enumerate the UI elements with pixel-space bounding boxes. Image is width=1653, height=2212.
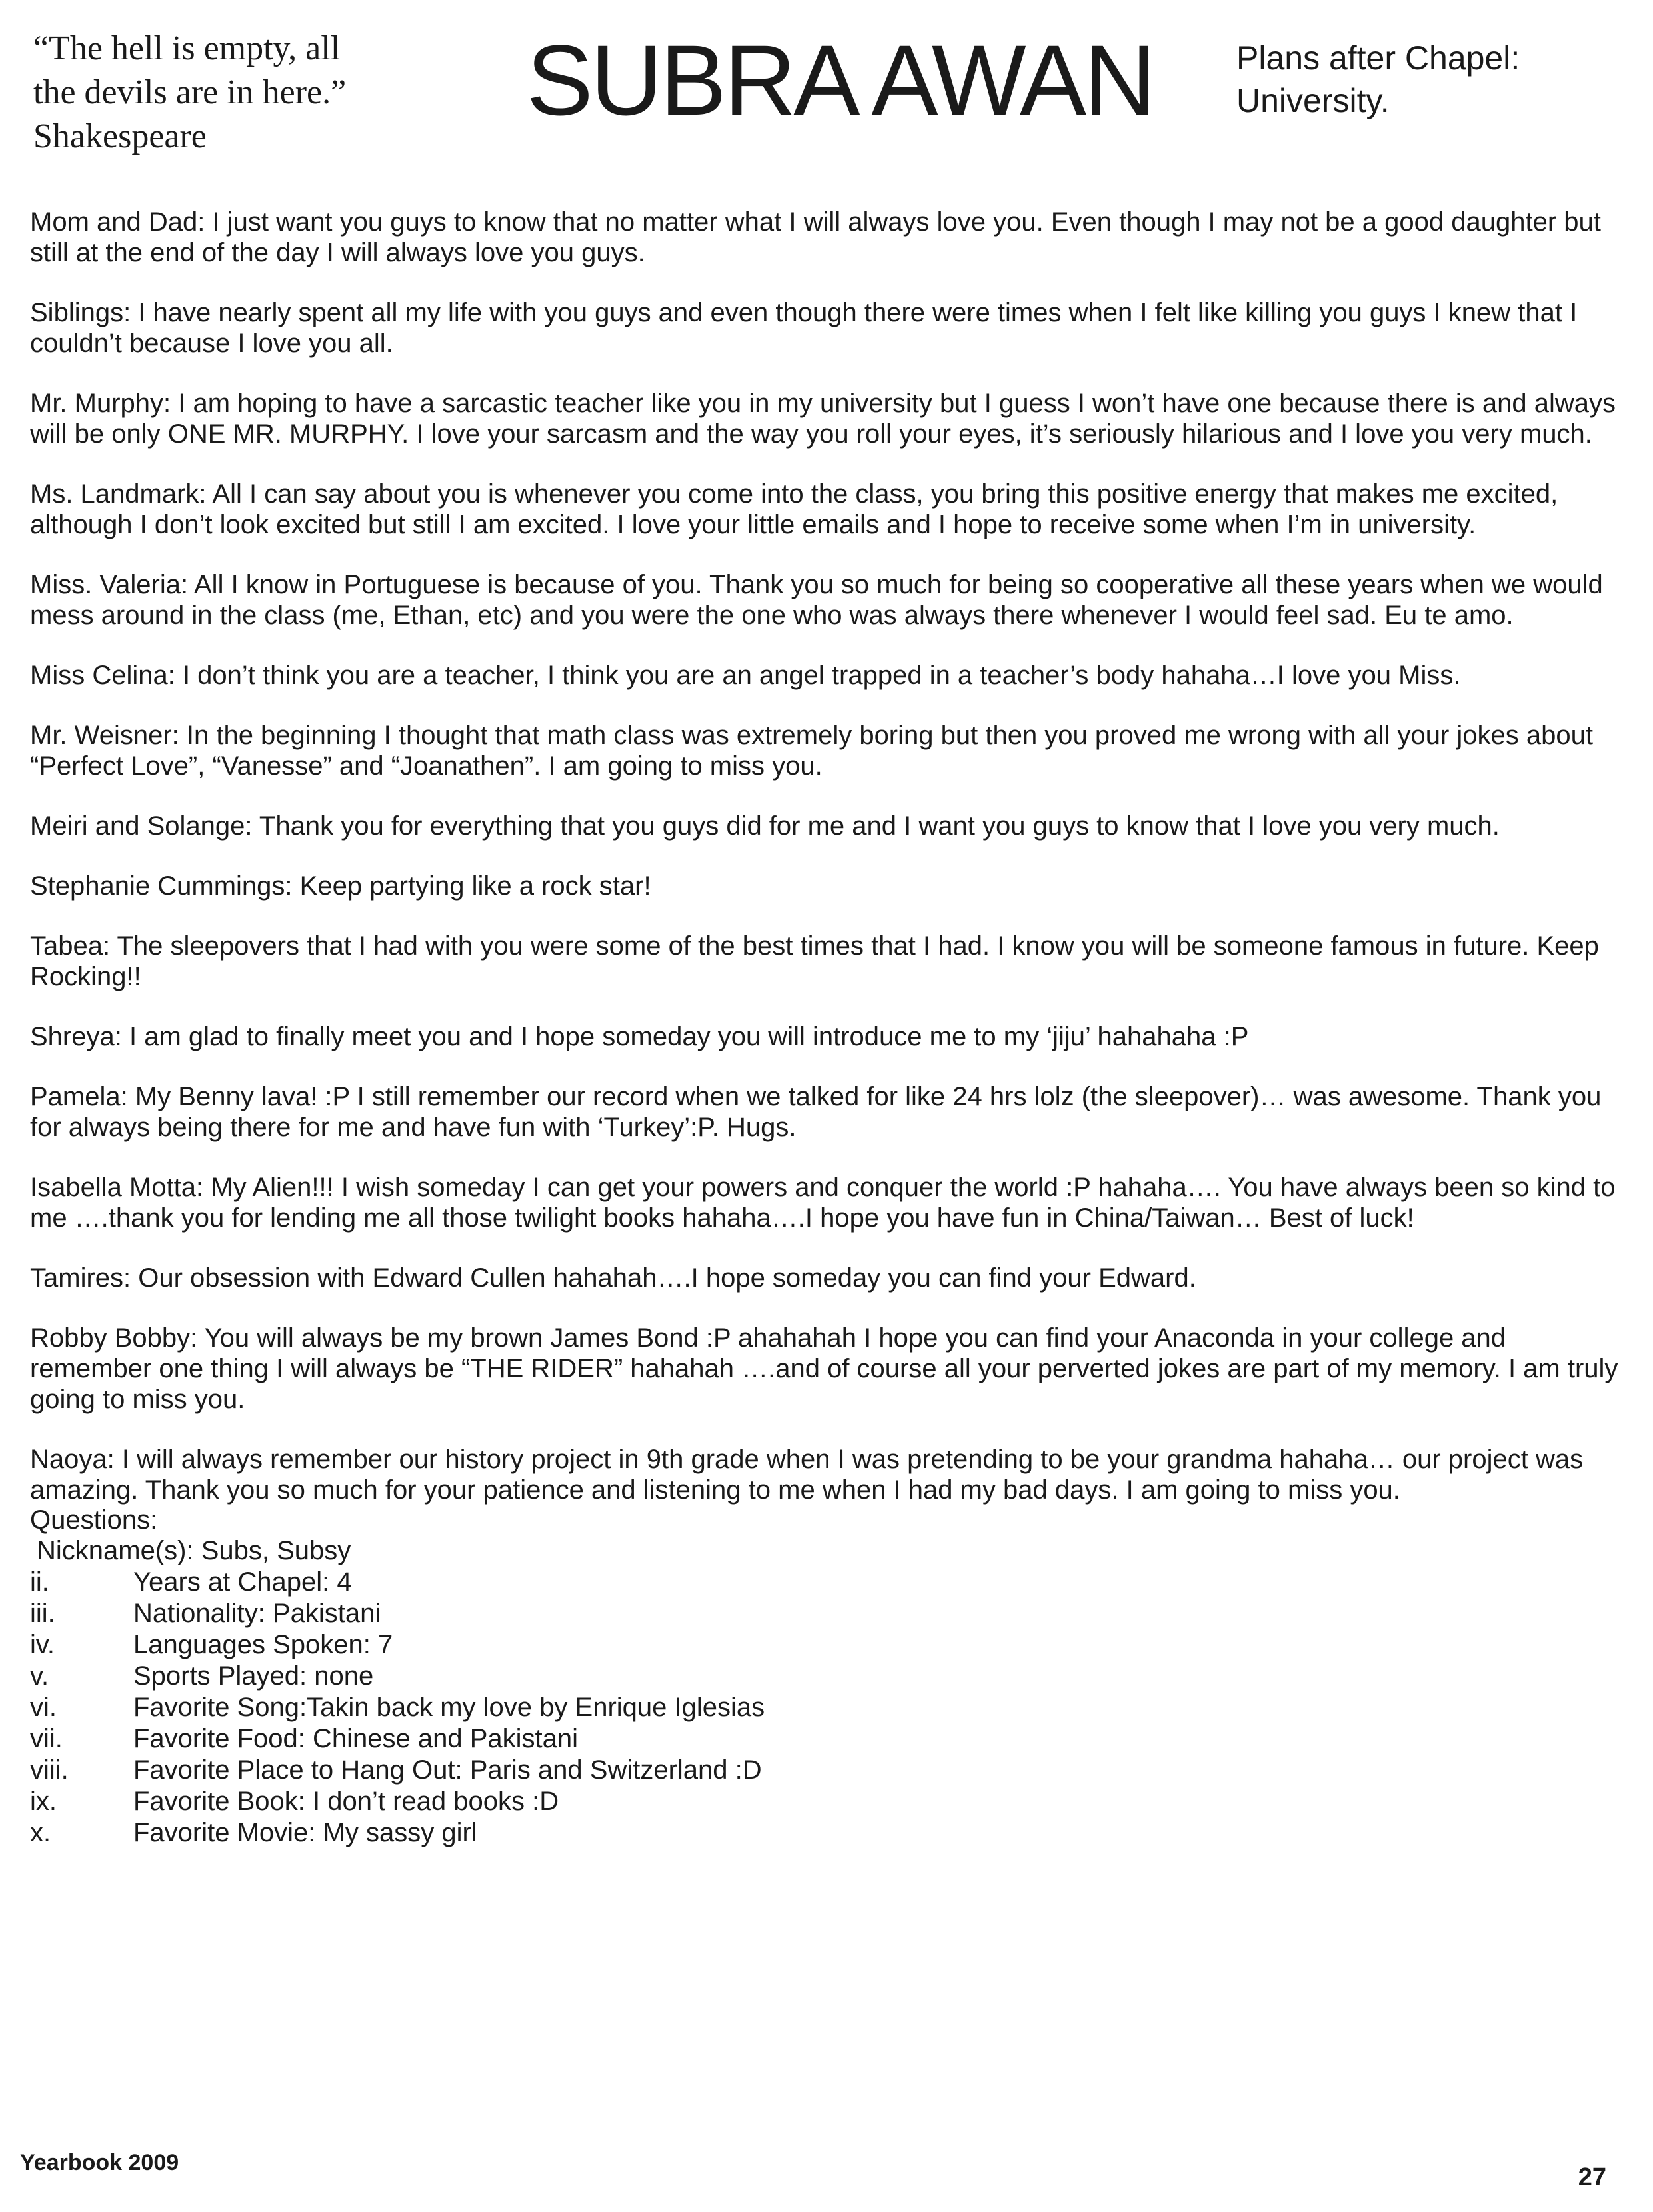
message-mr-murphy: Mr. Murphy: I am hoping to have a sarcastic teacher like you in my university but I guess I won’t have one because there is and always will be only ONE MR. MURPHY. I love your sarcasm and the way you roll your eyes, it’s seriously hilarious and I love you very much. [30, 389, 1616, 449]
list-item-text: Favorite Book: I don’t read books :D [133, 1787, 559, 1816]
list-item-number: v. [30, 1661, 49, 1691]
message-pamela: Pamela: My Benny lava! :P I still remember our record when we talked for like 24 hrs lolz (the sleepover)… was awesome. Thank you for always being there for me and have fun with ‘Turkey’:P. Hugs. [30, 1082, 1602, 1142]
message-meiri-and-solange: Meiri and Solange: Thank you for everything that you guys did for me and I want you guys to know that I love you very much. [30, 811, 1500, 841]
list-item-text: Languages Spoken: 7 [133, 1630, 393, 1659]
message-miss-valeria: Miss. Valeria: All I know in Portuguese is because of you. Thank you so much for being so cooperative all these years when we would mess around in the class (me, Ethan, etc) and you were the one who was always there whenever I would feel sad. Eu te amo. [30, 570, 1603, 630]
shakespeare-quote [33, 27, 447, 159]
message-naoya: Naoya: I will always remember our history project in 9th grade when I was pretending to be your grandma hahaha… our project was amazing. Thank you so much for your patience and listening to me when I had my bad days. I am going to miss you. [30, 1445, 1584, 1505]
list-item-number: iv. [30, 1630, 55, 1659]
list-item-number: x. [30, 1818, 51, 1847]
list-item-number: iii. [30, 1599, 55, 1628]
list-item [30, 1692, 1630, 1723]
list-item [30, 1598, 1630, 1629]
message-mom-and-dad: Mom and Dad: I just want you guys to know that no matter what I will always love you. Even though I may not be a good daughter but still at the end of the day I will always love you guys. [30, 207, 1601, 267]
list-item-text: Favorite Place to Hang Out: Paris and Switzerland :D [133, 1755, 762, 1785]
message-siblings: Siblings: I have nearly spent all my life with you guys and even though there were times when I felt like killing you guys I knew that I couldn’t because I love you all. [30, 298, 1578, 358]
list-item [30, 1567, 1630, 1598]
message-shreya: Shreya: I am glad to finally meet you and I hope someday you will introduce me to my ‘jiju’ hahahaha :P [30, 1022, 1249, 1051]
list-item [30, 1817, 1630, 1849]
page-title: SUBRA AWAN [526, 24, 1154, 136]
list-item-number: vi. [30, 1693, 57, 1722]
message-stephanie-cummings: Stephanie Cummings: Keep partying like a rock star! [30, 871, 651, 901]
list-item-number: ii. [30, 1567, 49, 1597]
page-number: 27 [1578, 2163, 1606, 2191]
questions-heading: Questions: [30, 1505, 158, 1535]
list-item [30, 1786, 1630, 1817]
plans-after-chapel [1236, 37, 1636, 122]
list-item-number: viii. [30, 1755, 69, 1785]
message-miss-celina: Miss Celina: I don’t think you are a teacher, I think you are an angel trapped in a teacher’s body hahaha…I love you Miss. [30, 661, 1461, 690]
list-item [30, 1723, 1630, 1755]
list-item [30, 1755, 1630, 1786]
message-ms-landmark: Ms. Landmark: All I can say about you is whenever you come into the class, you bring this positive energy that makes me excited, although I don’t look excited but still I am excited. I love your little emails and I hope to receive some when I’m in university. [30, 479, 1558, 539]
yearbook-label: Yearbook 2009 [20, 2150, 179, 2175]
plans-value: University. [1236, 82, 1390, 119]
list-item [30, 1629, 1630, 1661]
list-item-text: Sports Played: none [133, 1661, 374, 1691]
quote-line: the devils are in here.” [33, 73, 347, 111]
message-tamires: Tamires: Our obsession with Edward Cullen hahahah….I hope someday you can find your Edward. [30, 1263, 1196, 1293]
messages-section [30, 207, 1630, 1849]
message-mr-weisner: Mr. Weisner: In the beginning I thought that math class was extremely boring but then you proved me wrong with all your jokes about “Perfect Love”, “Vanesse” and “Joanathen”. I am going to miss you. [30, 721, 1593, 781]
list-item-text: Nationality: Pakistani [133, 1599, 381, 1628]
quote-line: “The hell is empty, all [33, 29, 341, 67]
list-item-text: Years at Chapel: 4 [133, 1567, 352, 1597]
list-item-text: Favorite Food: Chinese and Pakistani [133, 1724, 579, 1753]
questions-list [30, 1567, 1630, 1849]
plans-label: Plans after Chapel: [1236, 39, 1520, 77]
list-item-number: ix. [30, 1787, 57, 1816]
question-nickname: Nickname(s): Subs, Subsy [37, 1536, 351, 1565]
questions-section [30, 1505, 1630, 1849]
list-item-text: Favorite Song:Takin back my love by Enrique Iglesias [133, 1693, 765, 1722]
message-tabea: Tabea: The sleepovers that I had with you were some of the best times that I had. I know you will be someone famous in future. Keep Rocking!! [30, 931, 1599, 991]
quote-author: Shakespeare [33, 117, 207, 155]
message-isabella-motta: Isabella Motta: My Alien!!! I wish someday I can get your powers and conquer the world :P hahaha…. You have always been so kind to me ….thank you for lending me all those twilight books hahaha….I hope you have fun in China/Taiwan… Best of luck! [30, 1173, 1616, 1233]
list-item-number: vii. [30, 1724, 63, 1753]
list-item [30, 1661, 1630, 1692]
list-item-text: Favorite Movie: My sassy girl [133, 1818, 477, 1847]
message-robby-bobby: Robby Bobby: You will always be my brown James Bond :P ahahahah I hope you can find your Anaconda in your college and remember one thing I will always be “THE RIDER” hahahah ….and of course all your perverted jokes are part of my memory. I am truly going to miss you. [30, 1323, 1618, 1414]
